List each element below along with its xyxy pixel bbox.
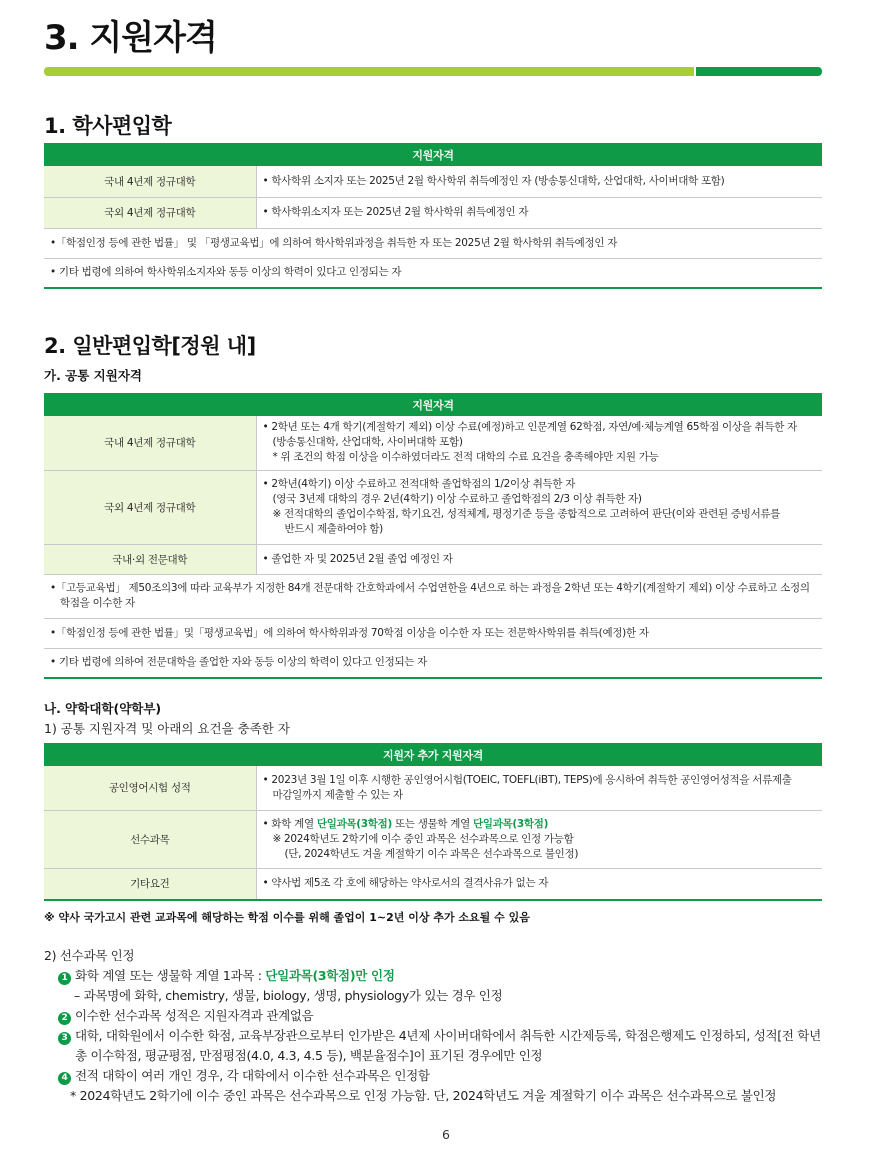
divider-lime-segment (44, 67, 694, 76)
table-header: 지원자 추가 지원자격 (44, 743, 822, 766)
row-value: • 학사학위소지자 또는 2025년 2월 학사학위 취득예정인 자 (256, 197, 822, 228)
title-divider (44, 67, 822, 76)
page-title: 3. 지원자격 (44, 18, 217, 58)
section-1-title: 1. 학사편입학 (44, 114, 172, 138)
table-header: 지원자격 (44, 393, 822, 416)
number-badge-icon: 2 (58, 1012, 71, 1025)
section-1-table (44, 143, 822, 289)
full-row: •「고등교육법」 제50조의3에 따라 교육부가 지정한 84개 전문대학 간호학과에서 수업연한을 4년으로 하는 과정을 2학년 또는 4학기(계절학기 제외) 이상 수료하고 소정의 학점을 이수한 자 (44, 574, 822, 618)
subsection-a-title: 가. 공통 지원자격 (44, 368, 142, 383)
row-label: 국내 4년제 정규대학 (44, 416, 256, 470)
full-row: • 기타 법령에 의하여 학사학위소지자와 동등 이상의 학력이 있다고 인정되는 자 (44, 258, 822, 288)
section-2-title: 2. 일반편입학[정원 내] (44, 334, 256, 358)
row-value: • 2학년(4학기) 이상 수료하고 전적대학 졸업학점의 1/2이상 취득한 자 (영국 3년제 대학의 경우 2년(4학기) 이상 수료하고 졸업학점의 2/3 이상 취득한 자) ※ 전적대학의 졸업이수학점, 학기요건, 성적체계, 평정기준 등을 종합적으로 고려하여 판단(이와 관련된 증빙서류를 반드시 제출하여야 함) (256, 470, 822, 544)
row-label: 선수과목 (44, 810, 256, 868)
row-label: 국내 4년제 정규대학 (44, 166, 256, 197)
prerequisite-section: 2) 선수과목 인정 1 화학 계열 또는 생물학 계열 1과목 : 단일과목(3학점)만 인정 – 과목명에 화학, chemistry, 생물, biology, 생명, physiology가 있는 경우 인정 2 이수한 선수과목 성적은 지원자격과 관계없음 3 대학, 대학원에서 이수한 학점, 교육부장관으로부터 인가받은 4년제 사이버대학에서 취득한 시간제등록, 학점은행제도 인정하되, 성적[전 학년 총 이수학점, 평균평점, 만점평점(4.0, 4.3, 4.5 등), 백분율점수]이 표기된 경우에만 인정 4 전적 대학이 여러 개인 경우, 각 대학에서 이수한 선수과목은 인정함 * 2024학년도 2학기에 이수 중인 과목은 선수과목으로 인정 가능함. 단, 2024학년도 겨울 계절학기 이수 과목은 선수과목으로 불인정 (44, 946, 834, 1106)
divider-green-segment (696, 67, 822, 76)
row-label: 국외 4년제 정규대학 (44, 197, 256, 228)
row-label: 기타요건 (44, 868, 256, 900)
row-value: • 학사학위 소지자 또는 2025년 2월 학사학위 취득예정인 자 (방송통신대학, 산업대학, 사이버대학 포함) (256, 166, 822, 197)
row-label: 국외 4년제 정규대학 (44, 470, 256, 544)
row-value: • 화학 계열 단일과목(3학점) 또는 생물학 계열 단일과목(3학점) ※ 2024학년도 2학기에 이수 중인 과목은 선수과목으로 인정 가능함 (단, 2024학년도 겨울 계절학기 이수 과목은 선수과목으로 불인정) (256, 810, 822, 868)
row-value: • 약사법 제5조 각 호에 해당하는 약사로서의 결격사유가 없는 자 (256, 868, 822, 900)
list-item: 3 대학, 대학원에서 이수한 학점, 교육부장관으로부터 인가받은 4년제 사이버대학에서 취득한 시간제등록, 학점은행제도 인정하되, 성적[전 학년 (44, 1026, 834, 1046)
section-2-table (44, 393, 822, 679)
full-row: • 기타 법령에 의하여 전문대학을 졸업한 자와 동등 이상의 학력이 있다고 인정되는 자 (44, 648, 822, 678)
pharmacy-subtitle: 1) 공통 지원자격 및 아래의 요건을 충족한 자 (44, 721, 290, 736)
row-value: • 2학년 또는 4개 학기(계절학기 제외) 이상 수료(예정)하고 인문계열 62학점, 자연/예·체능계열 65학점 이상을 취득한 자 (방송통신대학, 산업대학, 사이버대학 포함) * 위 조건의 학점 이상을 이수하였더라도 전적 대학의 수료 요건을 충족해야만 지원 가능 (256, 416, 822, 470)
row-value: • 2023년 3월 1일 이후 시행한 공인영어시험(TOEIC, TOEFL(iBT), TEPS)에 응시하여 취득한 공인영어성적을 서류제출 마감일까지 제출할 수 있는 자 (256, 766, 822, 810)
number-badge-icon: 4 (58, 1072, 71, 1085)
number-badge-icon: 3 (58, 1032, 71, 1045)
row-value: • 졸업한 자 및 2025년 2월 졸업 예정인 자 (256, 544, 822, 574)
pharmacy-table (44, 743, 822, 901)
pharmacy-title: 나. 약학대학(약학부) (44, 701, 162, 716)
table-header: 지원자격 (44, 143, 822, 166)
row-label: 공인영어시험 성적 (44, 766, 256, 810)
number-badge-icon: 1 (58, 972, 71, 985)
row-label: 국내·외 전문대학 (44, 544, 256, 574)
list-item: 4 전적 대학이 여러 개인 경우, 각 대학에서 이수한 선수과목은 인정함 (44, 1066, 834, 1086)
full-row: •「학점인정 등에 관한 법률」및「평생교육법」에 의하여 학사학위과정 70학점 이상을 이수한 자 또는 전문학사학위를 취득(예정)한 자 (44, 618, 822, 648)
list-item: 2 이수한 선수과목 성적은 지원자격과 관계없음 (44, 1006, 834, 1026)
pharmacy-note: ※ 약사 국가고시 관련 교과목에 해당하는 학점 이수를 위해 졸업이 1~2년 이상 추가 소요될 수 있음 (44, 911, 530, 924)
page-number: 6 (442, 1127, 450, 1142)
list-item: 1 화학 계열 또는 생물학 계열 1과목 : 단일과목(3학점)만 인정 (44, 966, 834, 986)
full-row: •「학점인정 등에 관한 법률」 및 「평생교육법」에 의하여 학사학위과정을 취득한 자 또는 2025년 2월 학사학위 취득예정인 자 (44, 228, 822, 258)
